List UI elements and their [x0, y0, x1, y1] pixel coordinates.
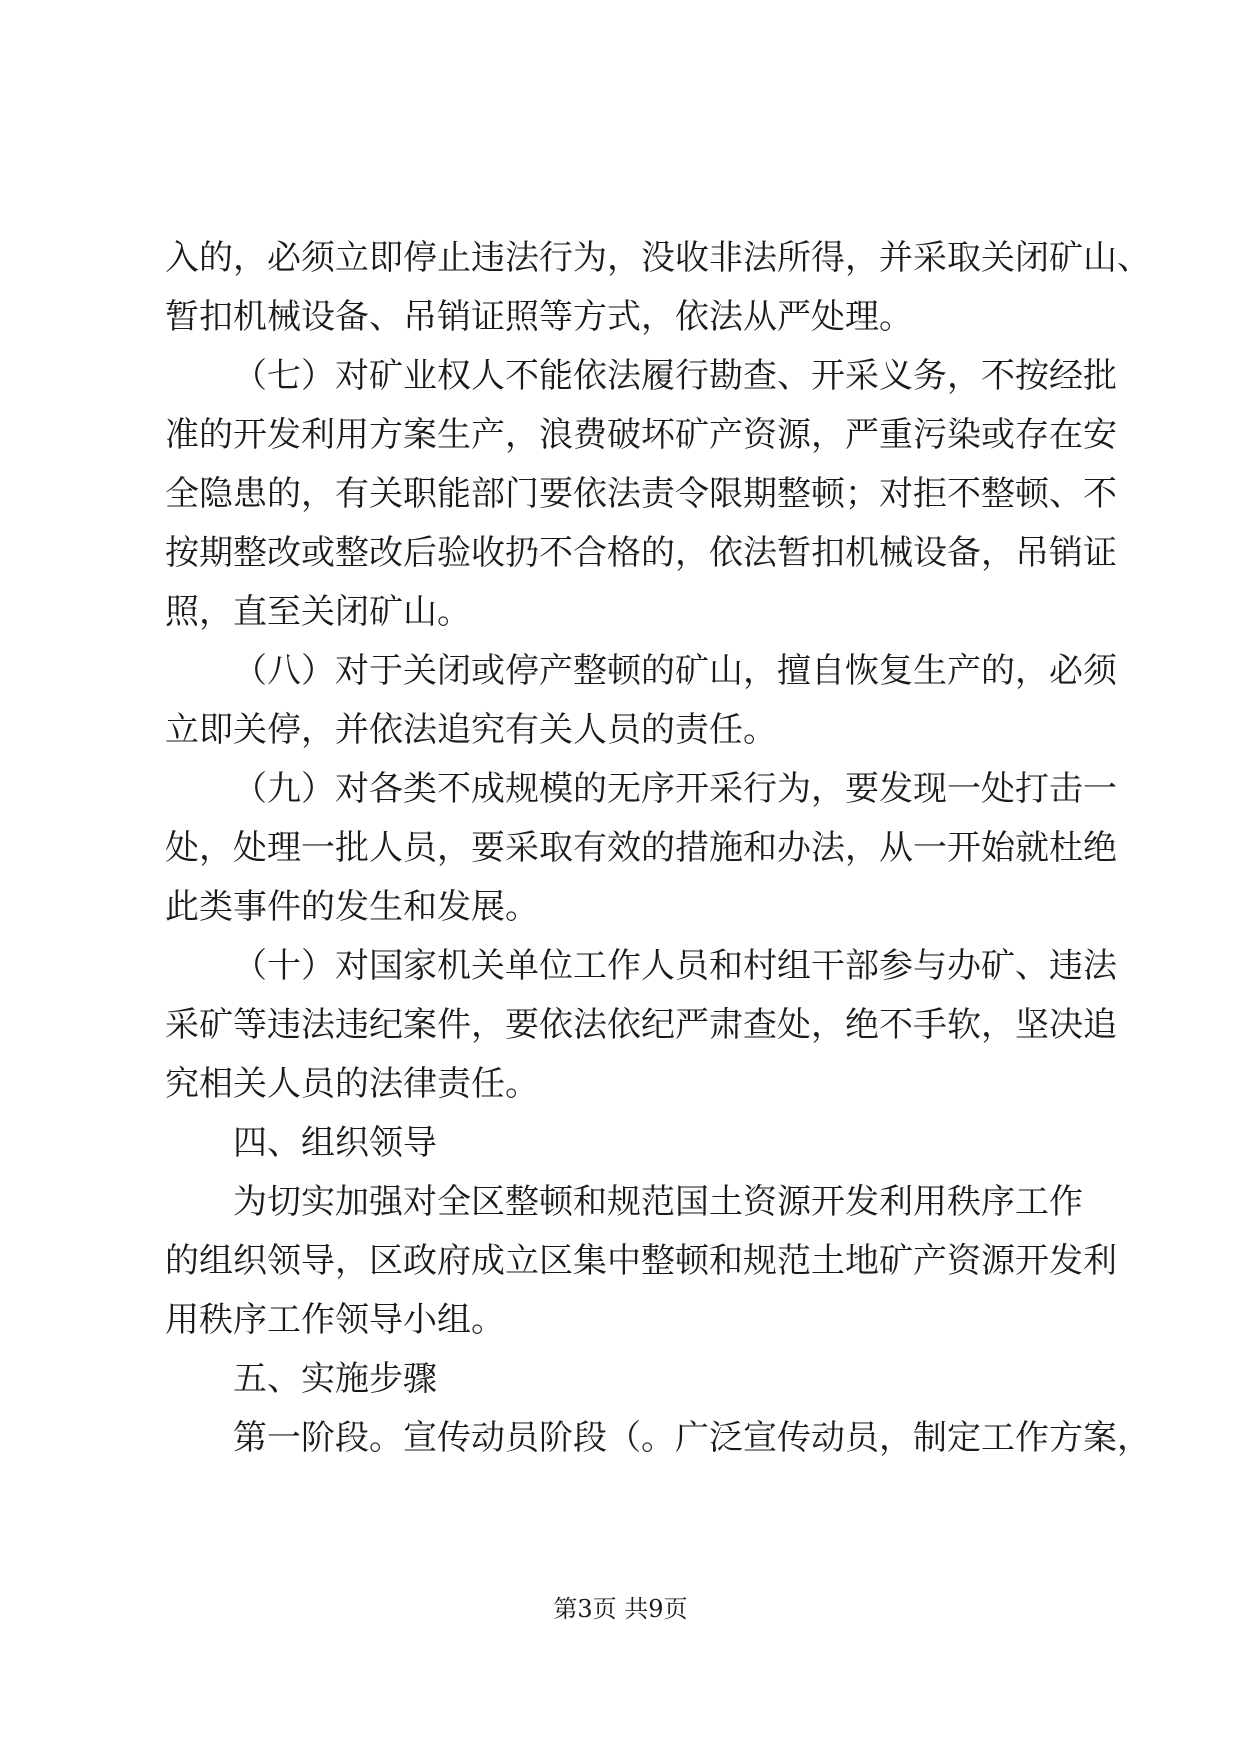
body-text-line: 准的开发利用方案生产，浪费破坏矿产资源，严重污染或存在安 — [165, 415, 1117, 455]
body-text-line: 第一阶段。宣传动员阶段（。广泛宣传动员，制定工作方案， — [233, 1418, 1151, 1458]
body-text-line: 立即关停，并依法追究有关人员的责任。 — [165, 710, 777, 750]
body-text-line: 的组织领导，区政府成立区集中整顿和规范土地矿产资源开发利 — [165, 1241, 1117, 1281]
body-text-line: 暂扣机械设备、吊销证照等方式，依法从严处理。 — [165, 297, 913, 337]
body-text-line: 全隐患的，有关职能部门要依法责令限期整顿；对拒不整顿、不 — [165, 474, 1117, 514]
section-heading: 四、组织领导 — [233, 1123, 437, 1163]
section-heading: 五、实施步骤 — [233, 1359, 437, 1399]
body-text-line: （七）对矿业权人不能依法履行勘查、开采义务，不按经批 — [233, 356, 1117, 396]
body-text-line: 采矿等违法违纪案件，要依法依纪严肃查处，绝不手软，坚决追 — [165, 1005, 1117, 1045]
body-text-line: 按期整改或整改后验收扔不合格的，依法暂扣机械设备，吊销证 — [165, 533, 1117, 573]
body-text-line: 入的，必须立即停止违法行为，没收非法所得，并采取关闭矿山、 — [165, 238, 1151, 278]
body-text-line: （十）对国家机关单位工作人员和村组干部参与办矿、违法 — [233, 946, 1117, 986]
body-text-line: 用秩序工作领导小组。 — [165, 1300, 505, 1340]
body-text-line: 处，处理一批人员，要采取有效的措施和办法，从一开始就杜绝 — [165, 828, 1117, 868]
body-text-line: （八）对于关闭或停产整顿的矿山，擅自恢复生产的，必须 — [233, 651, 1117, 691]
body-text-line: 照，直至关闭矿山。 — [165, 592, 471, 632]
body-text-line: 为切实加强对全区整顿和规范国土资源开发利用秩序工作 — [233, 1182, 1083, 1222]
body-text-line: （九）对各类不成规模的无序开采行为，要发现一处打击一 — [233, 769, 1117, 809]
body-text-line: 究相关人员的法律责任。 — [165, 1064, 539, 1104]
page-number-footer: 第3页 共9页 — [553, 1595, 688, 1623]
body-text-line: 此类事件的发生和发展。 — [165, 887, 539, 927]
